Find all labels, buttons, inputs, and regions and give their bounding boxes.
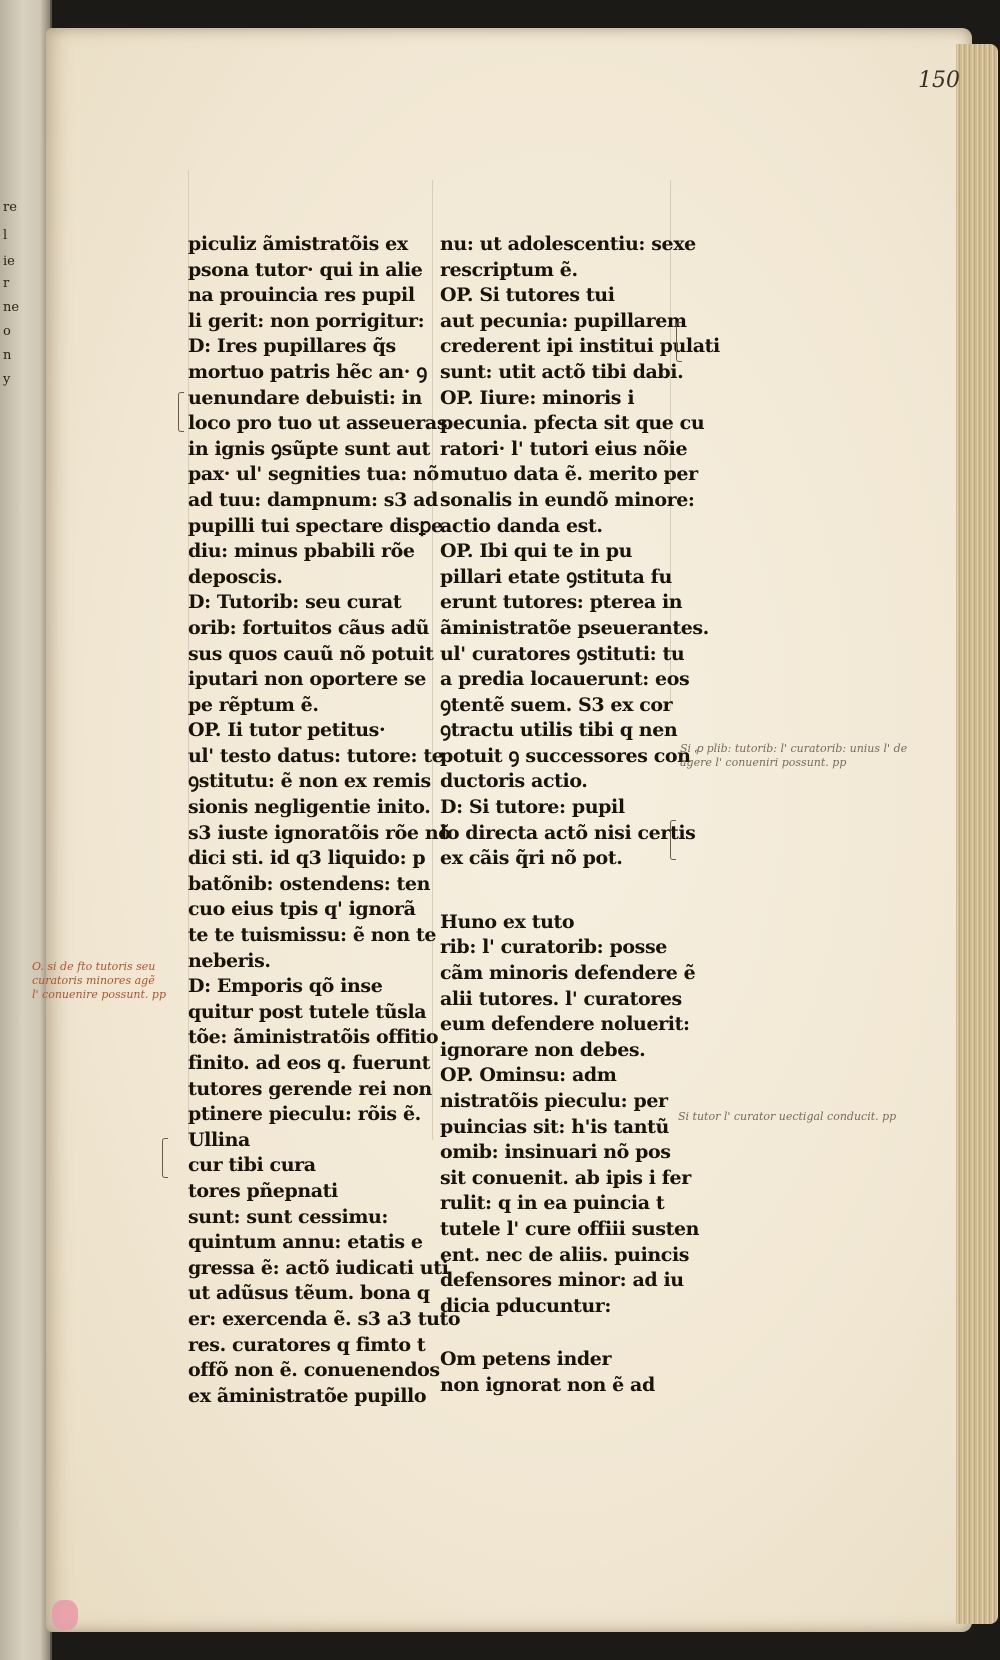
text-column-right: [440, 232, 720, 1399]
text-line: tores pñepnati: [188, 1179, 338, 1202]
text-line: sus quos cauũ nõ potuit: [188, 642, 434, 665]
text-line: ꝯtentẽ suem. S3 ex cor: [440, 693, 673, 716]
text-column-left: [188, 232, 461, 1409]
section-gap: [440, 1319, 700, 1347]
text-line: ptinere pieculu: rõis ẽ.: [188, 1103, 421, 1126]
margin-note-line: Si ꝓ plib: tutorib: l' curatorib: unius l' de: [680, 742, 908, 755]
text-line: actio danda est.: [440, 514, 603, 537]
text-line: ut adũsus tẽum. bona q: [188, 1282, 430, 1305]
text-line: cuo eius tpis q' ignorã: [188, 898, 416, 921]
text-line: aut pecunia: pupillarem: [440, 309, 687, 332]
facing-page-edge: [0, 0, 52, 1660]
text-line: tutores gerende rei non: [188, 1077, 432, 1100]
text-line: deposcis.: [188, 565, 283, 588]
text-line: Ullina: [188, 1128, 250, 1151]
text-line: mutuo data ẽ. merito per: [440, 463, 698, 486]
text-line: ex ãministratõe pupillo: [188, 1384, 427, 1407]
text-line: potuit ꝯ successores con: [440, 744, 691, 767]
text-line: cãm minoris defendere ẽ: [440, 962, 696, 985]
margin-bracket: [676, 322, 682, 362]
text-line: D: Tutorib: seu curat: [188, 591, 402, 614]
facing-page-fragment: l: [3, 228, 8, 243]
text-line: OP. Si tutores tui: [440, 284, 615, 307]
margin-note-right: Si tutor l' curator uectigal conducit. pp: [678, 1110, 897, 1123]
text-line: nistratõis pieculu: per: [440, 1090, 668, 1112]
text-line: li gerit: non porrigitur:: [188, 309, 425, 332]
text-line: ad tuu: dampnum: s3 ad: [188, 488, 438, 511]
facing-page-fragment: ne: [3, 300, 20, 315]
section-gap: [440, 872, 700, 910]
text-line: sonalis in eundõ minore:: [440, 488, 695, 511]
text-line: ratori· l' tutori eius nõie: [440, 437, 688, 460]
text-line: res. curatores q fimto t: [188, 1333, 426, 1356]
text-line: ductoris actio.: [440, 770, 588, 793]
text-line: quintum annu: etatis e: [188, 1231, 423, 1254]
text-line: batõnib: ostendens: ten: [188, 872, 431, 895]
text-line: er: exercenda ẽ. s3 a3 tuto: [188, 1307, 461, 1330]
text-line: piculiz ãmistratõis ex: [188, 233, 408, 255]
text-line: rescriptum ẽ.: [440, 258, 578, 281]
facing-page-fragment: n: [3, 348, 12, 363]
page-block-edge: [956, 44, 998, 1624]
facing-page-fragment: re: [3, 200, 17, 215]
text-line: D: Emporis qõ inse: [188, 975, 383, 998]
margin-bracket: [162, 1138, 168, 1178]
facing-page-fragment: y: [3, 372, 11, 387]
facing-page-fragment: ie: [3, 254, 15, 269]
text-line: a predia locauerunt: eos: [440, 668, 690, 691]
margin-bracket: [178, 392, 184, 432]
text-line: rulit: q in ea puincia t: [440, 1192, 665, 1215]
text-line: pax· ul' segnities tua: nõ: [188, 463, 439, 486]
text-line: crederent ipi institui pulati: [440, 335, 720, 358]
text-line: Om petens inder: [440, 1348, 612, 1371]
folio-number: 150: [918, 68, 960, 93]
text-line: puincias sit: h'is tantũ: [440, 1115, 669, 1138]
text-line: non ignorat non ẽ ad: [440, 1373, 655, 1396]
text-line: OP. Iiure: minoris i: [440, 386, 635, 409]
text-line: psona tutor· qui in alie: [188, 258, 423, 281]
text-line: ãministratõe pseuerantes.: [440, 616, 709, 639]
text-line: loco pro tuo ut asseueras: [188, 412, 448, 435]
text-line: D: Si tutore: pupil: [440, 796, 625, 819]
text-line: iputari non oportere se: [188, 668, 426, 691]
facing-page-fragment: o: [3, 324, 11, 339]
text-line: in ignis ꝯsũpte sunt aut: [188, 437, 430, 460]
text-line: s3 iuste ignoratõis rõe nõ: [188, 821, 451, 844]
text-line: pupilli tui spectare disꝑe: [188, 514, 443, 537]
text-line: orib: fortuitos cãus adũ: [188, 616, 430, 639]
text-line: ꝯstitutu: ẽ non ex remis: [188, 770, 431, 793]
margin-note-line: agere l' conueniri possunt. pp: [680, 756, 847, 769]
text-line: ul' testo datus: tutore: te: [188, 744, 444, 767]
text-line: tõe: ãministratõis offitio: [188, 1026, 439, 1049]
text-line: dici sti. id q3 liquido: p: [188, 847, 426, 870]
text-line: ul' curatores ꝯstituti: tu: [440, 642, 685, 665]
text-line: OP. Ominsu: adm: [440, 1064, 617, 1087]
text-line: gressa ẽ: actõ iudicati uti: [188, 1256, 449, 1279]
text-line: uenundare debuisti: in: [188, 386, 422, 409]
text-line: OP. Ibi qui te in pu: [440, 540, 633, 563]
text-line: rib: l' curatorib: posse: [440, 936, 667, 959]
text-line: sit conuenit. ab ipis i fer: [440, 1166, 691, 1189]
text-line: OP. Ii tutor petitus·: [188, 719, 386, 742]
text-line: sionis negligentie inito.: [188, 796, 431, 819]
margin-note-right: [680, 742, 907, 770]
margin-note-line: l' conuenire possunt. pp: [32, 988, 166, 1001]
text-line: ignorare non debes.: [440, 1038, 646, 1061]
text-line: diu: minus pbabili rõe: [188, 540, 415, 563]
text-line: ꝯtractu utilis tibi q nen: [440, 719, 678, 742]
text-line: lo directa actõ nisi certis: [440, 821, 696, 844]
margin-bracket: [670, 820, 676, 860]
facing-page-fragment: r: [3, 276, 10, 291]
text-line: na prouincia res pupil: [188, 284, 415, 307]
text-line: Huno ex tuto: [440, 910, 575, 933]
text-line: alii tutores. l' curatores: [440, 987, 682, 1010]
text-line: cur tibi cura: [188, 1154, 316, 1177]
text-line: omib: insinuari nõ pos: [440, 1141, 671, 1164]
text-line: mortuo patris hẽc an· ꝯ: [188, 360, 427, 383]
text-line: erunt tutores: pterea in: [440, 591, 683, 614]
pink-marker-stain: [52, 1600, 78, 1630]
text-line: tutele l' cure offiii susten: [440, 1217, 700, 1240]
text-line: eum defendere noluerit:: [440, 1013, 690, 1036]
text-line: dicia pducuntur:: [440, 1294, 612, 1317]
margin-note-line: O. si de fto tutoris seu: [32, 960, 156, 973]
text-line: sunt: utit actõ tibi dabi.: [440, 360, 684, 383]
margin-note-left: [32, 960, 166, 1002]
text-line: te te tuismissu: ẽ non te: [188, 924, 437, 947]
text-line: sunt: sunt cessimu:: [188, 1205, 389, 1228]
text-line: nu: ut adolescentiu: sexe: [440, 233, 696, 255]
text-line: ent. nec de aliis. puincis: [440, 1243, 690, 1266]
margin-note-line: curatoris minores agẽ: [32, 974, 155, 987]
text-line: pe rẽptum ẽ.: [188, 693, 319, 716]
text-line: ex cãis q̃ri nõ pot.: [440, 847, 623, 870]
text-line: D: Ires pupillares q̃s: [188, 335, 396, 358]
text-line: pillari etate ꝯstituta fu: [440, 565, 672, 588]
text-line: finito. ad eos q. fuerunt: [188, 1052, 431, 1074]
text-line: neberis.: [188, 949, 271, 972]
text-line: defensores minor: ad iu: [440, 1269, 684, 1292]
text-line: quitur post tutele tũsla: [188, 1000, 427, 1023]
text-line: offõ non ẽ. conuenendos: [188, 1359, 440, 1382]
text-line: pecunia. pfecta sit que cu: [440, 412, 705, 435]
